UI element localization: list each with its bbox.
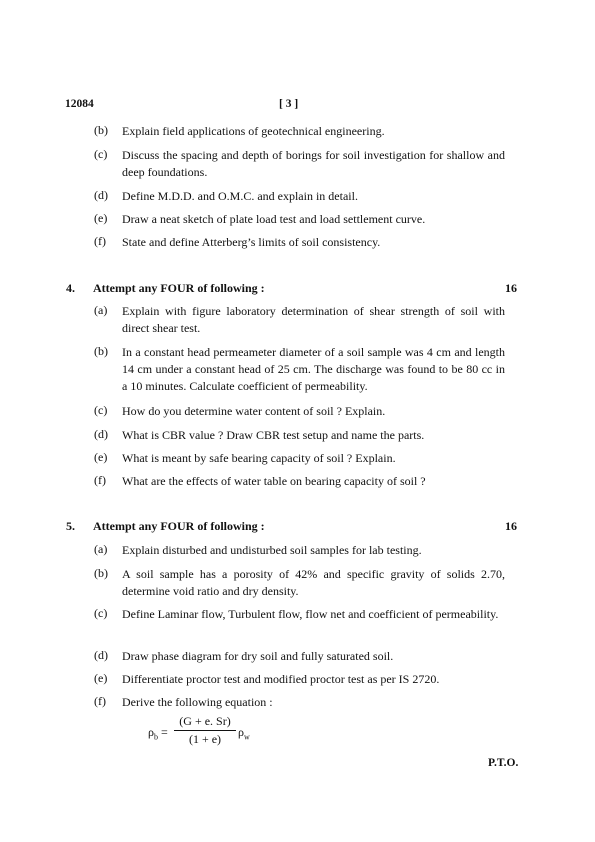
equation-numerator: (G + e. Sr)	[179, 714, 231, 728]
item-text: Derive the following equation :	[122, 695, 273, 709]
fraction-bar	[174, 730, 236, 731]
question-number: 4.	[66, 281, 75, 295]
equation-denominator: (1 + e)	[188, 732, 222, 746]
item-label: (f)	[94, 694, 106, 708]
paper-code: 12084	[65, 98, 94, 110]
pto-footer: P.T.O.	[488, 757, 519, 769]
item-label: (c)	[94, 606, 108, 620]
item-text: State and define Atterberg’s limits of soil consistency.	[122, 235, 381, 249]
item-label: (a)	[94, 303, 108, 317]
item-text: Differentiate proctor test and modified proctor test as per IS 2720.	[122, 672, 440, 686]
question-marks: 16	[505, 281, 517, 295]
question-title: Attempt any FOUR of following :	[93, 281, 265, 295]
item-label: (d)	[94, 427, 108, 441]
item-text: Draw a neat sketch of plate load test and load settlement curve.	[122, 212, 426, 226]
item-label: (b)	[94, 566, 108, 580]
item-text: What is meant by safe bearing capacity of soil ? Explain.	[122, 451, 396, 465]
item-text: A soil sample has a porosity of 42% and specific gravity of solids 2.70, determine void ratio and dry density.	[122, 567, 505, 598]
question-marks: 16	[505, 519, 517, 533]
item-text: How do you determine water content of soil ? Explain.	[122, 404, 386, 418]
item-text: Define M.D.D. and O.M.C. and explain in detail.	[122, 189, 358, 203]
item-label: (d)	[94, 648, 108, 662]
density-equation	[148, 714, 268, 748]
question-title: Attempt any FOUR of following :	[93, 519, 265, 533]
item-label: (c)	[94, 147, 108, 161]
item-label: (e)	[94, 450, 108, 464]
item-text: In a constant head permeameter diameter of a soil sample was 4 cm and length 14 cm under a constant head of 25 cm. The discharge was found to be 80 cc in a 10 minutes. Calculate coefficient of permeability.	[122, 345, 505, 393]
lhs-subscript: b	[154, 732, 158, 742]
item-label: (b)	[94, 344, 108, 358]
item-text: Discuss the spacing and depth of borings for soil investigation for shallow and deep foundations.	[122, 148, 505, 179]
item-label: (c)	[94, 403, 108, 417]
item-label: (f)	[94, 473, 106, 487]
rho-symbol: ρ	[148, 725, 154, 739]
rhs-subscript: w	[244, 732, 250, 742]
item-label: (e)	[94, 211, 108, 225]
item-label: (d)	[94, 188, 108, 202]
item-label: (b)	[94, 123, 108, 137]
item-text: What is CBR value ? Draw CBR test setup and name the parts.	[122, 428, 425, 442]
item-label: (e)	[94, 671, 108, 685]
page-number: [ 3 ]	[279, 98, 299, 110]
item-label: (a)	[94, 542, 108, 556]
equation-lhs	[148, 725, 168, 741]
equals-sign: =	[161, 725, 168, 739]
item-text: Draw phase diagram for dry soil and fully saturated soil.	[122, 649, 394, 663]
item-text: Define Laminar flow, Turbulent flow, flow net and coefficient of permeability.	[122, 607, 499, 621]
item-label: (f)	[94, 234, 106, 248]
equation-rhs	[238, 725, 250, 741]
question-number: 5.	[66, 519, 75, 533]
rho-symbol: ρ	[238, 725, 244, 739]
item-text: Explain with figure laboratory determination of shear strength of soil with direct shear test.	[122, 304, 505, 335]
item-text: Explain field applications of geotechnical engineering.	[122, 124, 385, 138]
item-text: Explain disturbed and undisturbed soil samples for lab testing.	[122, 543, 422, 557]
item-text: What are the effects of water table on bearing capacity of soil ?	[122, 474, 426, 488]
